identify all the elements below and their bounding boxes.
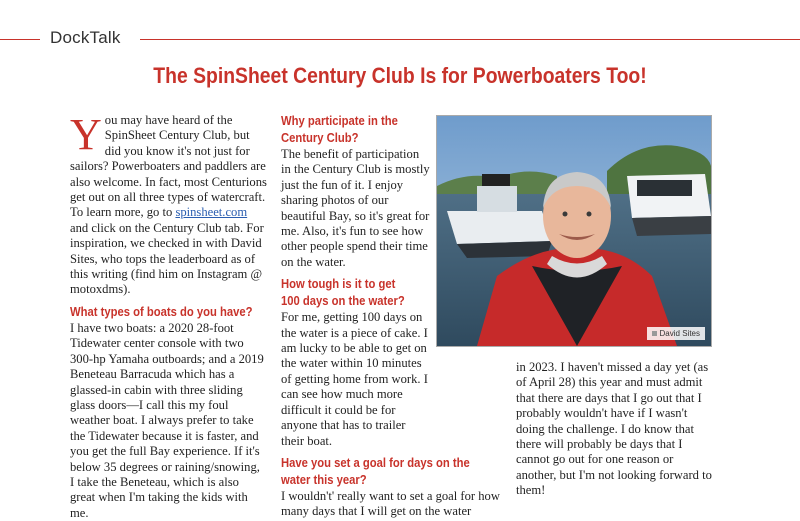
caption-square-icon [652,331,657,336]
question-how-tough-text: How tough is it to get 100 days on the water? [281,277,405,309]
answer-goal: I wouldn't' really want to set a goal for how many days that I will get on the water [281,488,500,519]
photo-illustration [437,116,711,346]
answer-boat-types: I have two boats: a 2020 28-foot Tidewater center console with two 300-hp Yamaha outboards; and a 2019 Beneteau Barracuda which has a glassed-in cabin with three sliding glass doors—I call this my foul weather boat. I always prefer to take the Tidewater because it is faster, and you get the full Bay experience. If it's below 35 degrees or raining/snowing, I take the Beneteau, which is also great when I'm taking the kids with me. [70,320,264,520]
question-goal-text: Have you set a goal for days on the water this year? [281,455,470,487]
drop-cap: Y [70,110,102,159]
question-boat-types: What types of boats do you have? [70,304,253,319]
answer-how-tough-text: For me, getting 100 days on the water is a piece of cake. I am lucky to be able to get on the water within 10 minutes of getting home from work. I can see how much more difficult it could be for anyone that has to trailer their boat. [281,310,428,448]
answer-why-participate-text: The benefit of participation in the Century Club is mostly just the fun of it. I enjoy sharing photos of our beautiful Bay, so it's great for me. Also, it's fun to see how other people spend their time on the water. [281,147,430,269]
answer-why-participate [281,147,431,270]
question-why-participate-text: Why participate in the Century Club? [281,114,398,145]
question-how-tough [281,276,416,310]
question-why-participate [281,113,416,147]
photo-credit: David Sites [659,329,700,338]
question-goal [281,455,479,489]
intro-text-a: ou may have heard of the SpinSheet Century Club, but did you know it's not just for sailors? Powerboaters and paddlers are also welcome. In fact, most Centurions get out on all three types of watercraft. To learn more, go to [70,113,267,220]
photo-david-sites [436,115,712,347]
header-rule-left [0,39,40,40]
continued-answer-goal: in 2023. I haven't missed a day yet (as of April 28) this year and must admit that there are days that I go out that I probably wouldn't have if I wasn't doing the challenge. I do know that there will probably be days that I cannot go out for one reason or another, but I'm not looking forward to them! [516,360,712,498]
article-headline: The SpinSheet Century Club Is for Powerboaters Too! [153,63,647,88]
section-title: DockTalk [50,28,121,47]
column-3 [516,360,716,499]
intro-text-b: and click on the Century Club tab. For inspiration, we checked in with David Sites, who tops the leaderboard as of this writing (find him on Instagram @ motoxdms). [70,220,264,297]
header-rule-right [140,39,800,40]
spinsheet-link[interactable]: spinsheet.com [175,205,248,220]
answer-how-tough [281,310,431,449]
column-1 [70,110,267,521]
photo-caption [647,327,705,340]
intro-paragraph [70,110,267,298]
